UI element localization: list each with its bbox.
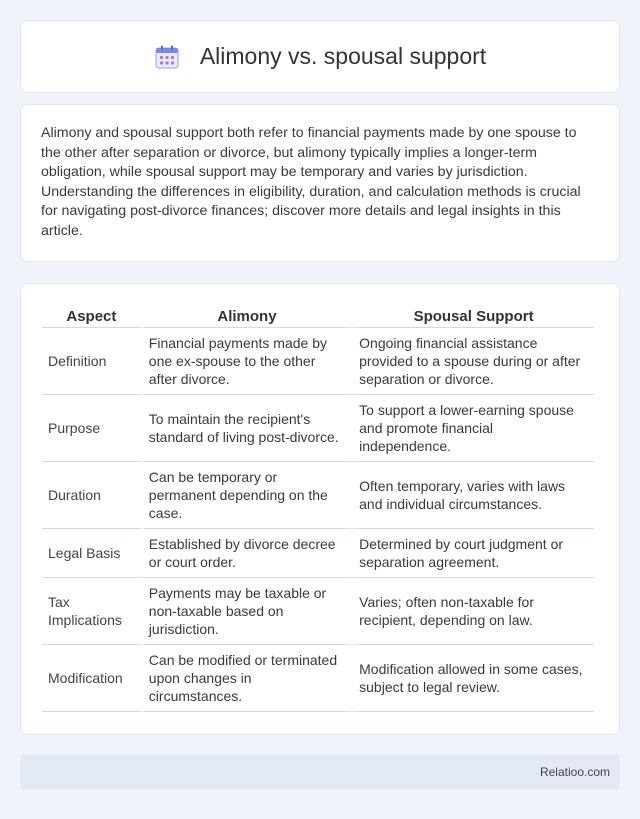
table-row [42,395,594,462]
row-aspect: Legal Basis [42,529,141,578]
row-alimony: Can be temporary or permanent depending on the case. [143,462,351,529]
row-spousal-support: Determined by court judgment or separation agreement. [353,529,594,578]
table-row [42,328,594,395]
row-aspect: Definition [42,328,141,395]
row-spousal-support: Often temporary, varies with laws and individual circumstances. [353,462,594,529]
row-aspect: Tax Implications [42,578,141,645]
table-row [42,645,594,712]
row-aspect: Purpose [42,395,141,462]
row-aspect: Modification [42,645,141,712]
title-card [20,20,620,93]
row-spousal-support: Varies; often non-taxable for recipient, depending on law. [353,578,594,645]
page-title: Alimony vs. spousal support [199,43,487,69]
header-spousal-support: Spousal Support [353,305,594,328]
row-alimony: Can be modified or terminated upon changes in circumstances. [143,645,351,712]
comparison-table-card [20,283,620,735]
table-row [42,462,594,529]
row-spousal-support: Modification allowed in some cases, subject to legal review. [353,645,594,712]
calendar-icon [154,44,180,70]
row-spousal-support: Ongoing financial assistance provided to a spouse during or after separation or divorce. [353,328,594,395]
row-alimony: Payments may be taxable or non-taxable based on jurisdiction. [143,578,351,645]
row-alimony: To maintain the recipient's standard of living post-divorce. [143,395,351,462]
footer [20,755,620,789]
row-spousal-support: To support a lower-earning spouse and promote financial independence. [353,395,594,462]
table-header-row [42,305,594,328]
table-row [42,578,594,645]
header-alimony: Alimony [143,305,351,328]
row-aspect: Duration [42,462,141,529]
row-alimony: Financial payments made by one ex-spouse to the other after divorce. [143,328,351,395]
row-alimony: Established by divorce decree or court order. [143,529,351,578]
intro-card [20,104,620,262]
table-row [42,529,594,578]
comparison-table [40,305,596,712]
footer-site: Relatioo.com [539,765,610,779]
header-aspect: Aspect [42,305,141,328]
intro-text: Alimony and spousal support both refer to financial payments made by one spouse to the other after separation or divorce, but alimony typically implies a longer-term obligation, while spousal support may be temporary and varies by jurisdiction. Understanding the differences in eligibility, duration, and calculation methods is crucial for navigating post-divorce finances; discover more details and legal insights in this article. [41,125,581,239]
